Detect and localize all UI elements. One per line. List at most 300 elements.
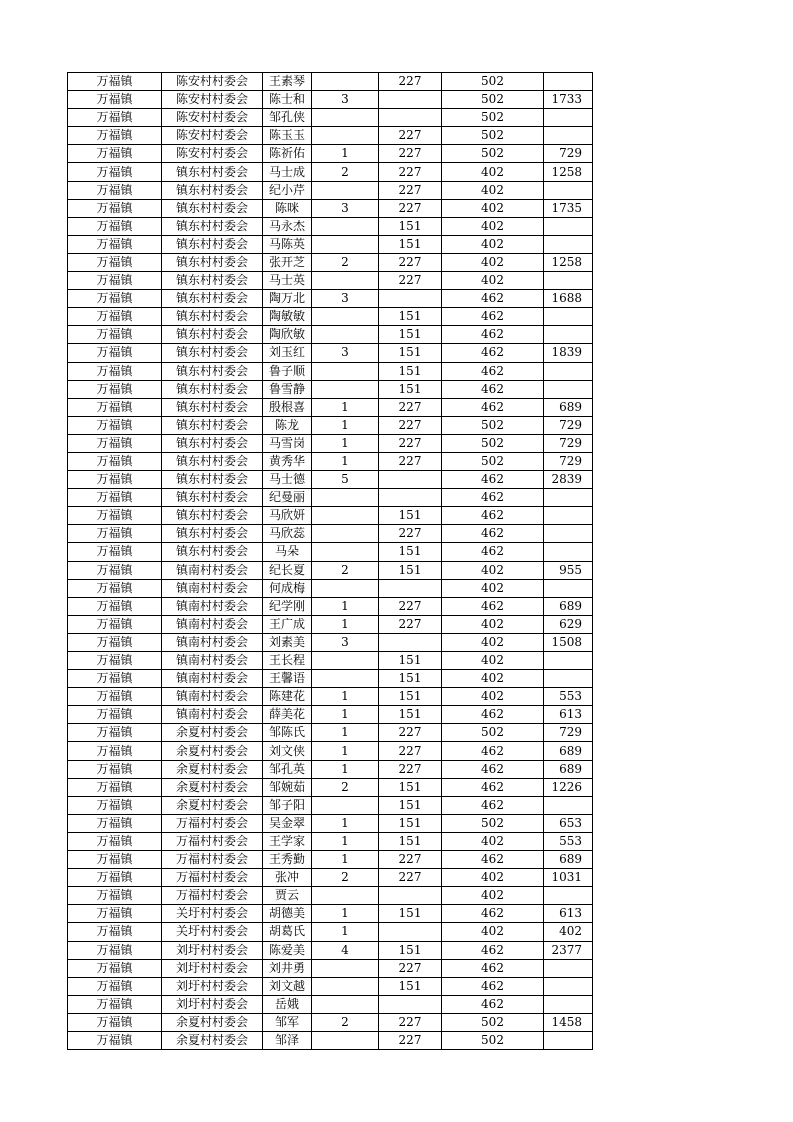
table-row <box>68 434 593 452</box>
count-cell <box>312 977 379 995</box>
total-cell <box>544 362 593 380</box>
amount-a-cell: 227 <box>379 199 442 217</box>
count-cell <box>312 507 379 525</box>
count-cell <box>312 543 379 561</box>
amount-a-cell: 227 <box>379 1013 442 1031</box>
count-cell: 1 <box>312 724 379 742</box>
village-committee-cell: 镇东村村委会 <box>162 380 263 398</box>
village-committee-cell: 刘圩村村委会 <box>162 977 263 995</box>
amount-b-cell: 462 <box>442 796 544 814</box>
table-row <box>68 290 593 308</box>
table-row <box>68 452 593 470</box>
count-cell <box>312 109 379 127</box>
total-cell: 729 <box>544 434 593 452</box>
person-name-cell: 陶万北 <box>263 290 312 308</box>
count-cell: 2 <box>312 1013 379 1031</box>
person-name-cell: 陈龙 <box>263 416 312 434</box>
total-cell: 729 <box>544 724 593 742</box>
town-cell: 万福镇 <box>68 145 162 163</box>
town-cell: 万福镇 <box>68 633 162 651</box>
village-committee-cell: 万福村村委会 <box>162 814 263 832</box>
person-name-cell: 何成梅 <box>263 579 312 597</box>
amount-a-cell: 151 <box>379 362 442 380</box>
total-cell: 402 <box>544 923 593 941</box>
table-row <box>68 398 593 416</box>
village-committee-cell: 镇东村村委会 <box>162 199 263 217</box>
total-cell: 729 <box>544 145 593 163</box>
town-cell: 万福镇 <box>68 760 162 778</box>
person-name-cell: 陈建花 <box>263 688 312 706</box>
town-cell: 万福镇 <box>68 706 162 724</box>
amount-b-cell: 502 <box>442 91 544 109</box>
town-cell: 万福镇 <box>68 615 162 633</box>
total-cell <box>544 326 593 344</box>
amount-b-cell: 462 <box>442 326 544 344</box>
amount-b-cell: 402 <box>442 670 544 688</box>
town-cell: 万福镇 <box>68 670 162 688</box>
count-cell <box>312 670 379 688</box>
amount-b-cell: 462 <box>442 507 544 525</box>
count-cell: 1 <box>312 615 379 633</box>
table-row <box>68 362 593 380</box>
person-name-cell: 张冲 <box>263 869 312 887</box>
table-row <box>68 181 593 199</box>
table-row <box>68 235 593 253</box>
count-cell <box>312 326 379 344</box>
village-committee-cell: 镇南村村委会 <box>162 561 263 579</box>
amount-b-cell: 462 <box>442 977 544 995</box>
town-cell: 万福镇 <box>68 597 162 615</box>
amount-b-cell: 402 <box>442 181 544 199</box>
amount-a-cell <box>379 887 442 905</box>
amount-a-cell <box>379 91 442 109</box>
table-row <box>68 561 593 579</box>
town-cell: 万福镇 <box>68 109 162 127</box>
amount-b-cell: 462 <box>442 525 544 543</box>
amount-b-cell: 462 <box>442 851 544 869</box>
count-cell: 1 <box>312 905 379 923</box>
count-cell <box>312 380 379 398</box>
town-cell: 万福镇 <box>68 652 162 670</box>
village-committee-cell: 镇东村村委会 <box>162 543 263 561</box>
amount-b-cell: 402 <box>442 633 544 651</box>
amount-b-cell: 462 <box>442 543 544 561</box>
person-name-cell: 薛美花 <box>263 706 312 724</box>
total-cell: 689 <box>544 597 593 615</box>
table-row <box>68 796 593 814</box>
amount-a-cell: 151 <box>379 217 442 235</box>
table-row <box>68 199 593 217</box>
count-cell: 1 <box>312 814 379 832</box>
village-committee-cell: 余夏村村委会 <box>162 724 263 742</box>
village-committee-cell: 余夏村村委会 <box>162 1013 263 1031</box>
count-cell: 1 <box>312 706 379 724</box>
village-committee-cell: 镇东村村委会 <box>162 308 263 326</box>
person-name-cell: 王广成 <box>263 615 312 633</box>
person-name-cell: 马士英 <box>263 272 312 290</box>
town-cell: 万福镇 <box>68 416 162 434</box>
table-row <box>68 489 593 507</box>
person-name-cell: 陈咪 <box>263 199 312 217</box>
total-cell <box>544 109 593 127</box>
table-row <box>68 1031 593 1049</box>
village-committee-cell: 陈安村村委会 <box>162 109 263 127</box>
amount-a-cell: 227 <box>379 742 442 760</box>
amount-a-cell: 151 <box>379 670 442 688</box>
amount-b-cell: 502 <box>442 1031 544 1049</box>
amount-a-cell: 227 <box>379 145 442 163</box>
town-cell: 万福镇 <box>68 398 162 416</box>
count-cell: 3 <box>312 91 379 109</box>
table-body <box>68 73 593 1050</box>
town-cell: 万福镇 <box>68 688 162 706</box>
village-committee-cell: 镇东村村委会 <box>162 525 263 543</box>
town-cell: 万福镇 <box>68 796 162 814</box>
amount-a-cell: 151 <box>379 688 442 706</box>
village-committee-cell: 镇东村村委会 <box>162 471 263 489</box>
village-committee-cell: 镇南村村委会 <box>162 579 263 597</box>
table-row <box>68 742 593 760</box>
person-name-cell: 纪小芹 <box>263 181 312 199</box>
village-committee-cell: 镇东村村委会 <box>162 163 263 181</box>
village-committee-cell: 刘圩村村委会 <box>162 959 263 977</box>
count-cell <box>312 796 379 814</box>
town-cell: 万福镇 <box>68 199 162 217</box>
total-cell: 1735 <box>544 199 593 217</box>
amount-a-cell <box>379 633 442 651</box>
table-row <box>68 308 593 326</box>
amount-a-cell: 227 <box>379 724 442 742</box>
village-committee-cell: 关圩村村委会 <box>162 905 263 923</box>
person-name-cell: 邹军 <box>263 1013 312 1031</box>
person-name-cell: 邹子阳 <box>263 796 312 814</box>
total-cell: 653 <box>544 814 593 832</box>
table-row <box>68 760 593 778</box>
town-cell: 万福镇 <box>68 489 162 507</box>
amount-a-cell: 151 <box>379 778 442 796</box>
town-cell: 万福镇 <box>68 742 162 760</box>
person-name-cell: 邹婉茹 <box>263 778 312 796</box>
village-committee-cell: 镇东村村委会 <box>162 344 263 362</box>
total-cell: 613 <box>544 706 593 724</box>
amount-a-cell: 227 <box>379 525 442 543</box>
village-committee-cell: 万福村村委会 <box>162 887 263 905</box>
total-cell: 1031 <box>544 869 593 887</box>
town-cell: 万福镇 <box>68 290 162 308</box>
total-cell: 689 <box>544 760 593 778</box>
village-committee-cell: 镇东村村委会 <box>162 272 263 290</box>
village-committee-cell: 镇东村村委会 <box>162 452 263 470</box>
town-cell: 万福镇 <box>68 308 162 326</box>
person-name-cell: 刘玉红 <box>263 344 312 362</box>
person-name-cell: 纪长夏 <box>263 561 312 579</box>
table-row <box>68 272 593 290</box>
town-cell: 万福镇 <box>68 452 162 470</box>
amount-b-cell: 462 <box>442 489 544 507</box>
count-cell: 2 <box>312 869 379 887</box>
town-cell: 万福镇 <box>68 814 162 832</box>
total-cell <box>544 73 593 91</box>
count-cell <box>312 73 379 91</box>
person-name-cell: 陈士和 <box>263 91 312 109</box>
amount-a-cell: 151 <box>379 832 442 850</box>
town-cell: 万福镇 <box>68 905 162 923</box>
town-cell: 万福镇 <box>68 579 162 597</box>
amount-b-cell: 402 <box>442 832 544 850</box>
village-committee-cell: 镇东村村委会 <box>162 217 263 235</box>
town-cell: 万福镇 <box>68 525 162 543</box>
amount-a-cell: 151 <box>379 977 442 995</box>
village-committee-cell: 陈安村村委会 <box>162 91 263 109</box>
town-cell: 万福镇 <box>68 724 162 742</box>
person-name-cell: 马永杰 <box>263 217 312 235</box>
amount-a-cell: 151 <box>379 507 442 525</box>
table-row <box>68 923 593 941</box>
table-row <box>68 995 593 1013</box>
town-cell: 万福镇 <box>68 362 162 380</box>
amount-b-cell: 502 <box>442 416 544 434</box>
village-committee-cell: 余夏村村委会 <box>162 760 263 778</box>
amount-a-cell <box>379 489 442 507</box>
total-cell <box>544 995 593 1013</box>
town-cell: 万福镇 <box>68 778 162 796</box>
person-name-cell: 陈玉玉 <box>263 127 312 145</box>
village-committee-cell: 陈安村村委会 <box>162 127 263 145</box>
town-cell: 万福镇 <box>68 163 162 181</box>
person-name-cell: 张开芝 <box>263 253 312 271</box>
village-committee-cell: 镇东村村委会 <box>162 362 263 380</box>
person-name-cell: 刘井勇 <box>263 959 312 977</box>
amount-b-cell: 502 <box>442 434 544 452</box>
amount-a-cell: 227 <box>379 127 442 145</box>
total-cell: 613 <box>544 905 593 923</box>
count-cell: 1 <box>312 760 379 778</box>
village-committee-cell: 镇南村村委会 <box>162 670 263 688</box>
amount-a-cell: 151 <box>379 308 442 326</box>
person-name-cell: 胡葛氏 <box>263 923 312 941</box>
town-cell: 万福镇 <box>68 326 162 344</box>
total-cell <box>544 1031 593 1049</box>
town-cell: 万福镇 <box>68 941 162 959</box>
table-row <box>68 91 593 109</box>
town-cell: 万福镇 <box>68 507 162 525</box>
table-row <box>68 326 593 344</box>
village-committee-cell: 余夏村村委会 <box>162 742 263 760</box>
table-row <box>68 109 593 127</box>
count-cell <box>312 217 379 235</box>
amount-a-cell: 227 <box>379 253 442 271</box>
count-cell: 4 <box>312 941 379 959</box>
total-cell <box>544 796 593 814</box>
person-name-cell: 胡德美 <box>263 905 312 923</box>
person-name-cell: 王长程 <box>263 652 312 670</box>
count-cell: 1 <box>312 416 379 434</box>
amount-a-cell: 227 <box>379 959 442 977</box>
table-row <box>68 905 593 923</box>
amount-b-cell: 462 <box>442 398 544 416</box>
count-cell: 1 <box>312 851 379 869</box>
person-name-cell: 黄秀华 <box>263 452 312 470</box>
person-name-cell: 陶敏敏 <box>263 308 312 326</box>
total-cell <box>544 272 593 290</box>
amount-a-cell: 151 <box>379 796 442 814</box>
town-cell: 万福镇 <box>68 887 162 905</box>
person-name-cell: 马陈英 <box>263 235 312 253</box>
amount-b-cell: 462 <box>442 995 544 1013</box>
amount-b-cell: 462 <box>442 706 544 724</box>
person-name-cell: 马雪岗 <box>263 434 312 452</box>
table-row <box>68 941 593 959</box>
total-cell: 1508 <box>544 633 593 651</box>
table-row <box>68 597 593 615</box>
amount-b-cell: 462 <box>442 905 544 923</box>
amount-b-cell: 402 <box>442 579 544 597</box>
table-row <box>68 814 593 832</box>
count-cell <box>312 652 379 670</box>
total-cell: 1733 <box>544 91 593 109</box>
amount-b-cell: 462 <box>442 597 544 615</box>
village-committee-cell: 镇东村村委会 <box>162 507 263 525</box>
town-cell: 万福镇 <box>68 272 162 290</box>
town-cell: 万福镇 <box>68 1013 162 1031</box>
amount-a-cell: 151 <box>379 905 442 923</box>
total-cell <box>544 670 593 688</box>
count-cell: 1 <box>312 434 379 452</box>
town-cell: 万福镇 <box>68 73 162 91</box>
village-committee-cell: 镇东村村委会 <box>162 253 263 271</box>
total-cell <box>544 543 593 561</box>
amount-a-cell: 227 <box>379 398 442 416</box>
table-row <box>68 633 593 651</box>
amount-b-cell: 402 <box>442 163 544 181</box>
total-cell: 2377 <box>544 941 593 959</box>
amount-a-cell: 227 <box>379 851 442 869</box>
amount-b-cell: 502 <box>442 73 544 91</box>
amount-b-cell: 402 <box>442 615 544 633</box>
total-cell: 689 <box>544 398 593 416</box>
town-cell: 万福镇 <box>68 344 162 362</box>
village-committee-cell: 万福村村委会 <box>162 832 263 850</box>
table-row <box>68 832 593 850</box>
count-cell <box>312 995 379 1013</box>
amount-a-cell <box>379 109 442 127</box>
amount-b-cell: 502 <box>442 814 544 832</box>
table-row <box>68 543 593 561</box>
table-row <box>68 688 593 706</box>
town-cell: 万福镇 <box>68 217 162 235</box>
town-cell: 万福镇 <box>68 543 162 561</box>
count-cell: 1 <box>312 688 379 706</box>
amount-a-cell: 227 <box>379 181 442 199</box>
table-row <box>68 525 593 543</box>
amount-a-cell <box>379 290 442 308</box>
total-cell: 1258 <box>544 253 593 271</box>
table-row <box>68 163 593 181</box>
amount-b-cell: 462 <box>442 380 544 398</box>
village-committee-cell: 镇南村村委会 <box>162 706 263 724</box>
amount-a-cell: 151 <box>379 706 442 724</box>
person-name-cell: 殷根喜 <box>263 398 312 416</box>
person-name-cell: 邹孔侠 <box>263 109 312 127</box>
amount-a-cell: 151 <box>379 235 442 253</box>
count-cell <box>312 1031 379 1049</box>
amount-b-cell: 402 <box>442 272 544 290</box>
total-cell <box>544 652 593 670</box>
amount-b-cell: 402 <box>442 561 544 579</box>
town-cell: 万福镇 <box>68 959 162 977</box>
total-cell <box>544 380 593 398</box>
amount-a-cell: 151 <box>379 941 442 959</box>
person-name-cell: 陈爱美 <box>263 941 312 959</box>
town-cell: 万福镇 <box>68 561 162 579</box>
total-cell: 1458 <box>544 1013 593 1031</box>
person-name-cell: 马朵 <box>263 543 312 561</box>
person-name-cell: 王素琴 <box>263 73 312 91</box>
table-row <box>68 670 593 688</box>
amount-b-cell: 462 <box>442 760 544 778</box>
person-name-cell: 王馨语 <box>263 670 312 688</box>
person-name-cell: 刘文越 <box>263 977 312 995</box>
amount-b-cell: 462 <box>442 941 544 959</box>
town-cell: 万福镇 <box>68 923 162 941</box>
amount-b-cell: 402 <box>442 217 544 235</box>
table-row <box>68 507 593 525</box>
amount-a-cell: 151 <box>379 561 442 579</box>
village-committee-cell: 镇东村村委会 <box>162 434 263 452</box>
amount-a-cell: 227 <box>379 163 442 181</box>
person-name-cell: 陈祈佑 <box>263 145 312 163</box>
count-cell: 1 <box>312 832 379 850</box>
village-committee-cell: 关圩村村委会 <box>162 923 263 941</box>
amount-b-cell: 402 <box>442 199 544 217</box>
amount-b-cell: 462 <box>442 742 544 760</box>
count-cell: 2 <box>312 253 379 271</box>
total-cell <box>544 525 593 543</box>
amount-a-cell: 227 <box>379 73 442 91</box>
total-cell <box>544 887 593 905</box>
town-cell: 万福镇 <box>68 832 162 850</box>
table-row <box>68 127 593 145</box>
count-cell: 1 <box>312 597 379 615</box>
count-cell <box>312 489 379 507</box>
count-cell: 3 <box>312 199 379 217</box>
town-cell: 万福镇 <box>68 181 162 199</box>
person-name-cell: 岳娥 <box>263 995 312 1013</box>
village-committee-cell: 万福村村委会 <box>162 869 263 887</box>
amount-a-cell: 227 <box>379 434 442 452</box>
person-name-cell: 鲁子顺 <box>263 362 312 380</box>
amount-a-cell <box>379 579 442 597</box>
table-row <box>68 778 593 796</box>
total-cell: 553 <box>544 832 593 850</box>
village-committee-cell: 余夏村村委会 <box>162 796 263 814</box>
table-row <box>68 977 593 995</box>
table-row <box>68 416 593 434</box>
total-cell: 689 <box>544 742 593 760</box>
amount-b-cell: 402 <box>442 253 544 271</box>
count-cell: 1 <box>312 145 379 163</box>
village-committee-cell: 万福村村委会 <box>162 851 263 869</box>
amount-b-cell: 402 <box>442 869 544 887</box>
amount-b-cell: 462 <box>442 308 544 326</box>
table-row <box>68 887 593 905</box>
table-row <box>68 471 593 489</box>
amount-a-cell: 227 <box>379 760 442 778</box>
amount-a-cell: 227 <box>379 615 442 633</box>
count-cell <box>312 525 379 543</box>
total-cell <box>544 217 593 235</box>
count-cell: 1 <box>312 452 379 470</box>
